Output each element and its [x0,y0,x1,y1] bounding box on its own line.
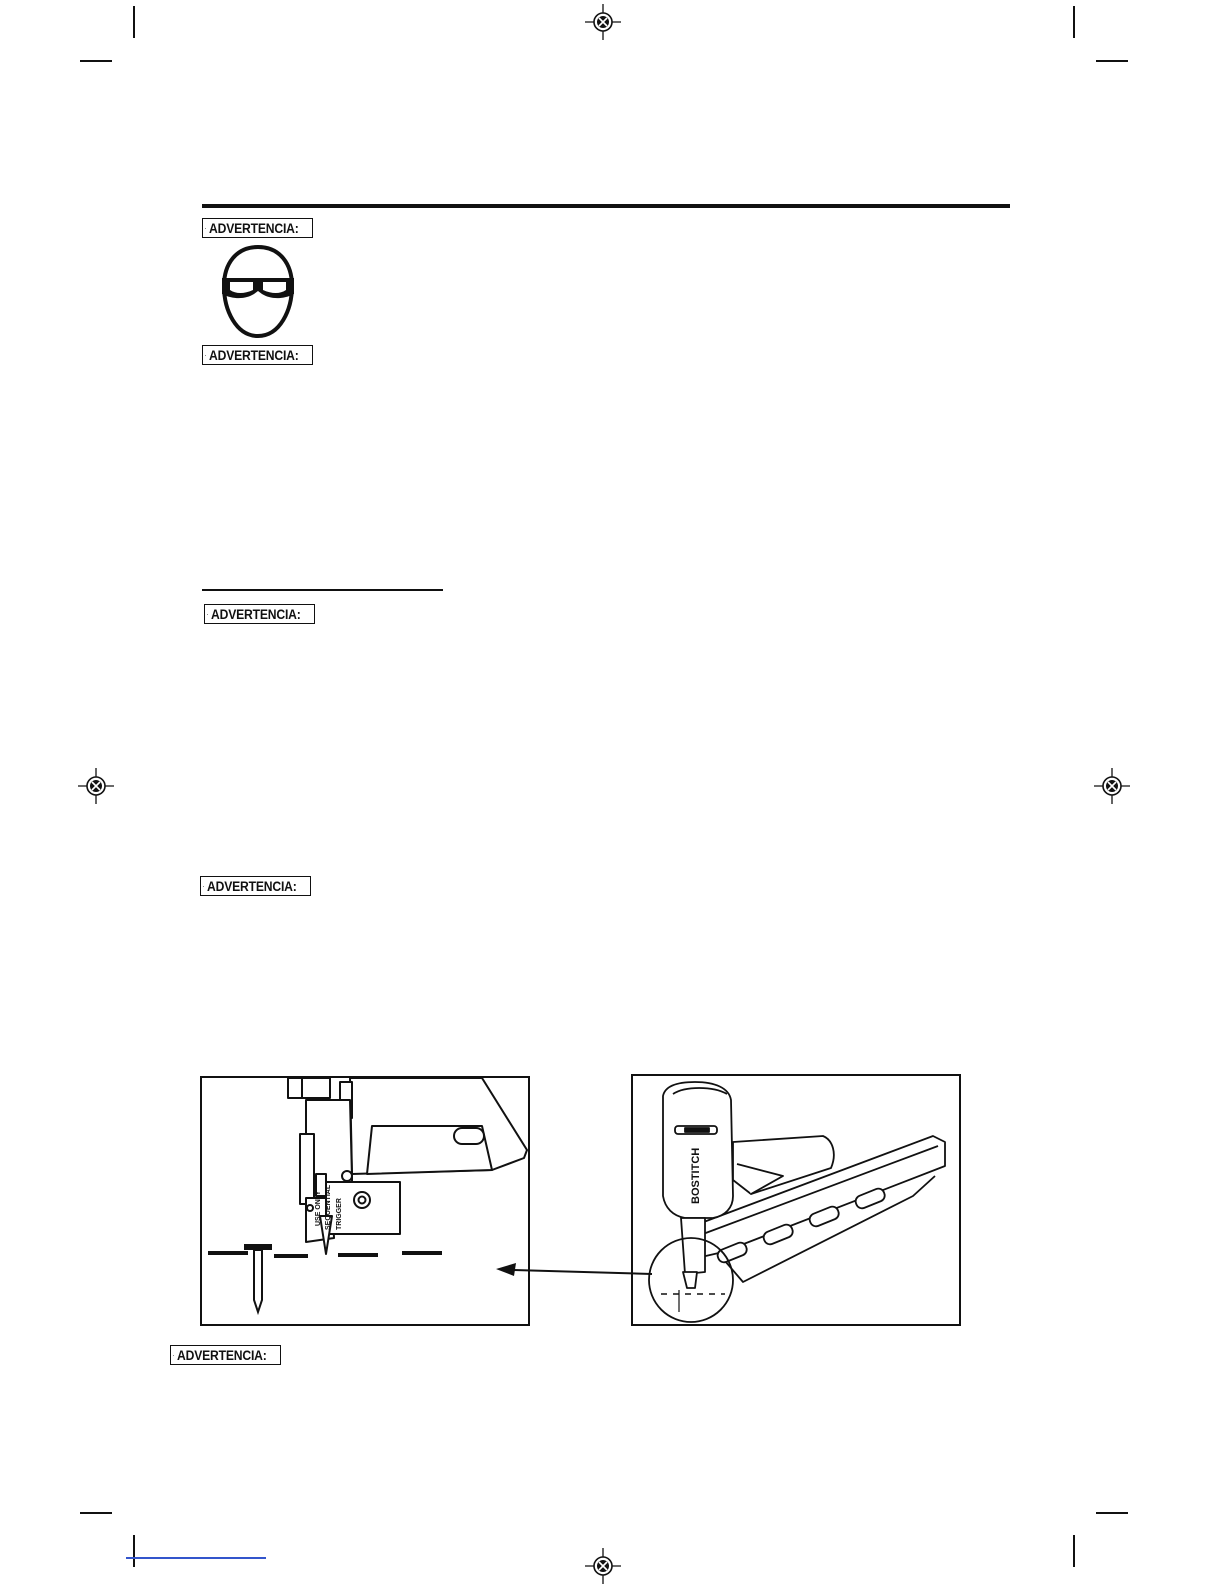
crop-mark-bottom-left-v [133,1535,135,1567]
crop-mark-top-right-h [1096,60,1128,62]
nailer-overview-illustration [633,1076,959,1324]
crop-mark-top-left-v [133,6,135,38]
warning-label-text: ADVERTENCIA: [177,1347,268,1363]
crop-mark-top-left-h [80,60,112,62]
registration-mark-icon [78,768,114,804]
crop-mark-bottom-right-v [1073,1535,1075,1567]
nose-detail-illustration [202,1078,528,1324]
warning-label-text: ADVERTENCIA: [207,878,298,894]
footer-rule [126,1557,266,1559]
warning-label [200,876,311,896]
crop-mark-bottom-right-h [1096,1512,1128,1514]
tool-label-line-1: USE ONLY [315,1190,322,1226]
warning-label-text: ADVERTENCIA: [209,347,300,363]
warning-label [204,604,315,624]
callout-arrow-icon [494,1262,654,1280]
tool-label-line-2: SEQUENTIAL [325,1184,332,1230]
registration-mark-icon [1094,768,1130,804]
warning-triangle-icon [205,221,206,236]
crop-mark-top-right-v [1073,6,1075,38]
warning-triangle-icon [173,1348,174,1363]
header-rule [202,204,1010,208]
safety-goggles-icon [218,244,298,340]
warning-label-text: ADVERTENCIA: [211,606,302,622]
figure-detail-frame [200,1076,530,1326]
warning-label [170,1345,281,1365]
warning-label-text: ADVERTENCIA: [209,220,300,236]
registration-mark-icon [585,1548,621,1584]
registration-mark-icon [585,4,621,40]
warning-label [202,218,313,238]
tool-brand-label: BOSTITCH [690,1147,702,1204]
tool-label-line-3: TRIGGER [336,1198,343,1230]
warning-triangle-icon [203,879,204,894]
crop-mark-bottom-left-h [80,1512,112,1514]
warning-triangle-icon [205,348,206,363]
section-rule [202,589,443,591]
warning-label [202,345,313,365]
warning-triangle-icon [207,607,208,622]
figure-overview-frame [631,1074,961,1326]
